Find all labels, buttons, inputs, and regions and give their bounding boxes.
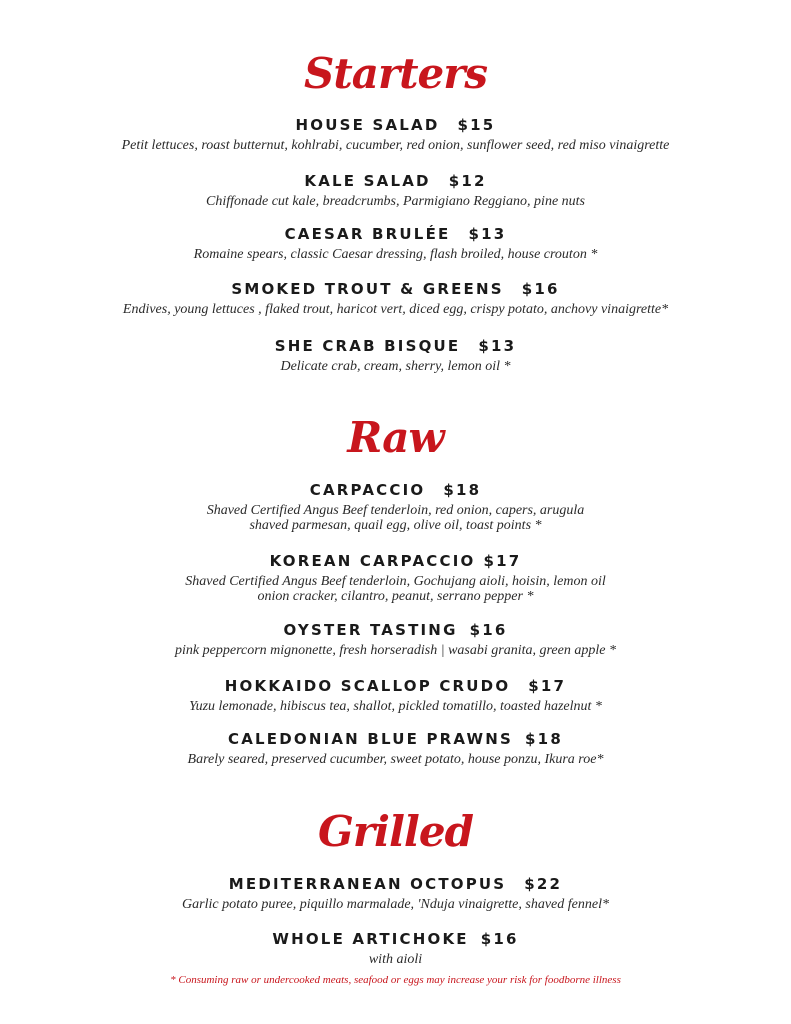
item-price: $18 [443,481,482,499]
menu-item-smoked-trout-greens [0,279,791,317]
item-price: $17 [528,677,567,695]
item-name: SHE CRAB BISQUE [274,337,461,355]
section-title-raw: Raw [347,413,444,462]
item-price: $16 [480,930,519,948]
item-price: $12 [448,172,487,190]
item-name: WHOLE ARTICHOKE [272,930,469,948]
item-name: MEDITERRANEAN OCTOPUS [228,875,507,893]
menu-item-korean-carpaccio [0,551,791,604]
item-price: $16 [521,280,560,298]
item-description: Delicate crab, cream, sherry, lemon oil * [280,359,511,374]
item-name: SMOKED TROUT & GREENS [231,280,504,298]
item-name: OYSTER TASTING [283,621,458,639]
item-description: Chiffonade cut kale, breadcrumbs, Parmigiano Reggiano, pine nuts [206,194,585,209]
item-description: Yuzu lemonade, hibiscus tea, shallot, pickled tomatillo, toasted hazelnut * [189,699,602,714]
item-price: $13 [478,337,517,355]
item-description: Shaved Certified Angus Beef tenderloin, red onion, capers, arugula [206,503,585,518]
item-price: $17 [483,552,522,570]
menu-item-kale-salad [0,171,791,209]
item-name: KALE SALAD [304,172,431,190]
menu-item-she-crab-bisque [0,336,791,374]
section-title-starters: Starters [304,49,487,98]
item-description: pink peppercorn mignonette, fresh horseradish | wasabi granita, green apple * [175,643,616,658]
item-price: $22 [524,875,563,893]
item-name: HOKKAIDO SCALLOP CRUDO [224,677,511,695]
section-title-grilled: Grilled [318,807,473,856]
menu-item-hokkaido-scallop-crudo [0,676,791,714]
item-name: CAESAR BRULÉE [284,225,451,243]
item-description: Endives, young lettuces , flaked trout, haricot vert, diced egg, crispy potato, anchovy vinaigrette* [122,302,669,317]
item-price: $16 [469,621,508,639]
menu-item-carpaccio [0,480,791,533]
menu-item-whole-artichoke [0,929,791,967]
item-name: KOREAN CARPACCIO [269,552,476,570]
menu-item-house-salad [0,115,791,153]
item-name: CALEDONIAN BLUE PRAWNS [228,730,514,748]
menu-item-oyster-tasting [0,620,791,658]
item-description: shaved parmesan, quail egg, olive oil, toast points * [249,518,542,533]
item-price: $18 [525,730,563,748]
menu-item-caledonian-blue-prawns [0,729,791,767]
item-name: HOUSE SALAD [295,116,440,134]
item-description: Romaine spears, classic Caesar dressing, flash broiled, house crouton * [193,247,598,262]
menu-item-caesar-brulee [0,224,791,262]
footnote-disclaimer: * Consuming raw or undercooked meats, seafood or eggs may increase your risk for foodborne illness [170,974,621,986]
menu-item-mediterranean-octopus [0,874,791,912]
item-description: Petit lettuces, roast butternut, kohlrabi, cucumber, red onion, sunflower seed, red miso vinaigrette [121,138,670,153]
item-price: $13 [468,225,507,243]
item-description: with aioli [368,952,423,967]
item-description: onion cracker, cilantro, peanut, serrano pepper * [257,589,534,604]
item-price: $15 [457,116,496,134]
item-description: Shaved Certified Angus Beef tenderloin, Gochujang aioli, hoisin, lemon oil [185,574,606,589]
item-description: Garlic potato puree, piquillo marmalade, 'Nduja vinaigrette, shaved fennel* [182,897,609,912]
item-name: CARPACCIO [309,481,426,499]
item-description: Barely seared, preserved cucumber, sweet potato, house ponzu, Ikura roe* [187,752,604,767]
